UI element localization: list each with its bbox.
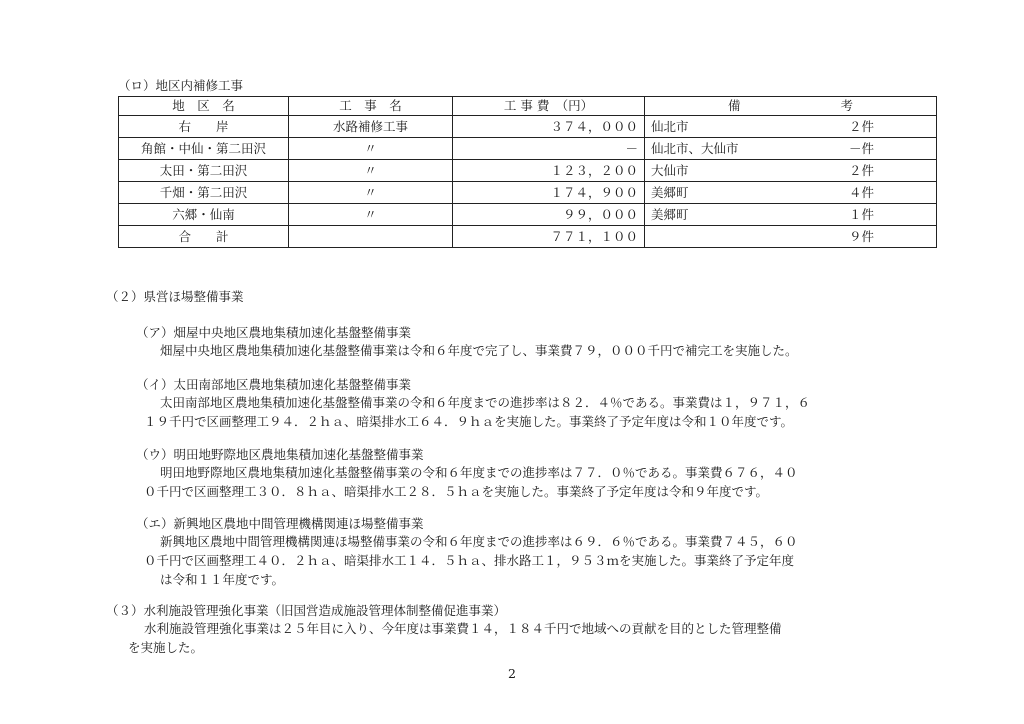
item-i-title: （イ）太田南部地区農地集積加速化基盤整備事業: [136, 377, 412, 392]
total-label: 合 計: [119, 226, 289, 248]
cell-cost: ９９，０００: [453, 204, 645, 226]
cell-note: [645, 160, 937, 182]
item-i-body: [144, 393, 811, 431]
note-count: ４件: [848, 184, 874, 200]
note-place: 美郷町: [651, 206, 689, 222]
item-a-line: 畑屋中央地区農地集積加速化基盤整備事業は令和６年度で完了し、事業費７９，０００千円で補完工を実施した。: [160, 343, 798, 358]
note-count: ２件: [848, 118, 874, 134]
item-i-line: １９千円で区画整理工９４．２ｈａ、暗渠排水工６４．９ｈａを実施した。事業終了予定年度は令和１０年度です。: [144, 414, 794, 429]
cell-district: 六郷・仙南: [119, 204, 289, 226]
item-e-line: ０千円で区画整理工４０．２ｈａ、暗渠排水工１４．５ｈａ、排水路工１，９５３ｍを実施した。事業終了予定年度: [144, 553, 795, 568]
cell-work: 〃: [289, 138, 453, 160]
item-u-body: [144, 463, 798, 501]
item-u-line: ０千円で区画整理工３０．８ｈａ、暗渠排水工２８．５ｈａを実施した。事業終了予定年度は令和９年度です。: [144, 484, 769, 499]
cell-work: 〃: [289, 204, 453, 226]
cell-district: 角館・中仙・第二田沢: [119, 138, 289, 160]
table-row: [119, 204, 937, 226]
item-e-title: （エ）新興地区農地中間管理機構関連ほ場整備事業: [136, 516, 424, 531]
cell-note: [645, 182, 937, 204]
section3-line: 水利施設管理強化事業は２５年目に入り、今年度は事業費１４，１８４千円で地域への貢献を目的とした管理整備: [144, 621, 782, 636]
section-ro-heading: （ロ）地区内補修工事: [118, 78, 244, 93]
page-number: 2: [508, 666, 516, 681]
note-place: 美郷町: [651, 184, 689, 200]
note-count: －件: [848, 140, 874, 156]
note-count: ２件: [848, 162, 874, 178]
table-row: [119, 182, 937, 204]
cell-cost: １７４，９００: [453, 182, 645, 204]
item-e-line: 新興地区農地中間管理機構関連ほ場整備事業の令和６年度までの進捗率は６９．６％である。事業費７４５，６０: [160, 534, 798, 549]
cell-district: 太田・第二田沢: [119, 160, 289, 182]
item-a-body: [160, 341, 798, 360]
item-u-title: （ウ）明田地野際地区農地集積加速化基盤整備事業: [136, 447, 424, 462]
table-total-row: [119, 226, 937, 248]
total-count: ９件: [848, 228, 874, 244]
section2-heading: （２）県営ほ場整備事業: [106, 289, 244, 304]
cell-cost: －: [453, 138, 645, 160]
table-row: [119, 160, 937, 182]
item-u-line: 明田地野際地区農地集積加速化基盤整備事業の令和６年度までの進捗率は７７．０％である。事業費６７６，４０: [160, 465, 798, 480]
table-row: [119, 116, 937, 138]
table-row: [119, 138, 937, 160]
section3-body: [128, 619, 782, 657]
item-e-body: [144, 532, 798, 589]
note-place: 仙北市、大仙市: [651, 140, 739, 156]
cell-note: [645, 116, 937, 138]
total-note: [645, 226, 937, 248]
table-header-row: [119, 97, 937, 116]
note-place: 大仙市: [651, 162, 689, 178]
header-work: 工 事 名: [289, 97, 453, 116]
item-i-line: 太田南部地区農地集積加速化基盤整備事業の令和６年度までの進捗率は８２．４％である。事業費は１，９７１，６: [160, 395, 811, 410]
note-count: １件: [848, 206, 874, 222]
total-cost: ７７１，１００: [453, 226, 645, 248]
section3-heading: （３）水利施設管理強化事業（旧国営造成施設管理体制整備促進事業）: [106, 603, 507, 618]
section3-line: を実施した。: [128, 640, 204, 655]
cell-note: [645, 204, 937, 226]
total-work-empty: [289, 226, 453, 248]
note-place: 仙北市: [651, 118, 689, 134]
header-cost: 工 事 費 （円）: [453, 97, 645, 116]
cell-note: [645, 138, 937, 160]
header-district: 地 区 名: [119, 97, 289, 116]
header-note: 備 考: [645, 97, 937, 116]
item-e-line: は令和１１年度です。: [160, 572, 285, 587]
cell-district: 右 岸: [119, 116, 289, 138]
cell-work: 〃: [289, 160, 453, 182]
cell-work: 水路補修工事: [289, 116, 453, 138]
cell-cost: ３７４，０００: [453, 116, 645, 138]
cell-cost: １２３，２００: [453, 160, 645, 182]
repair-work-table: [118, 96, 937, 248]
cell-district: 千畑・第二田沢: [119, 182, 289, 204]
item-a-title: （ア）畑屋中央地区農地集積加速化基盤整備事業: [136, 325, 412, 340]
cell-work: 〃: [289, 182, 453, 204]
